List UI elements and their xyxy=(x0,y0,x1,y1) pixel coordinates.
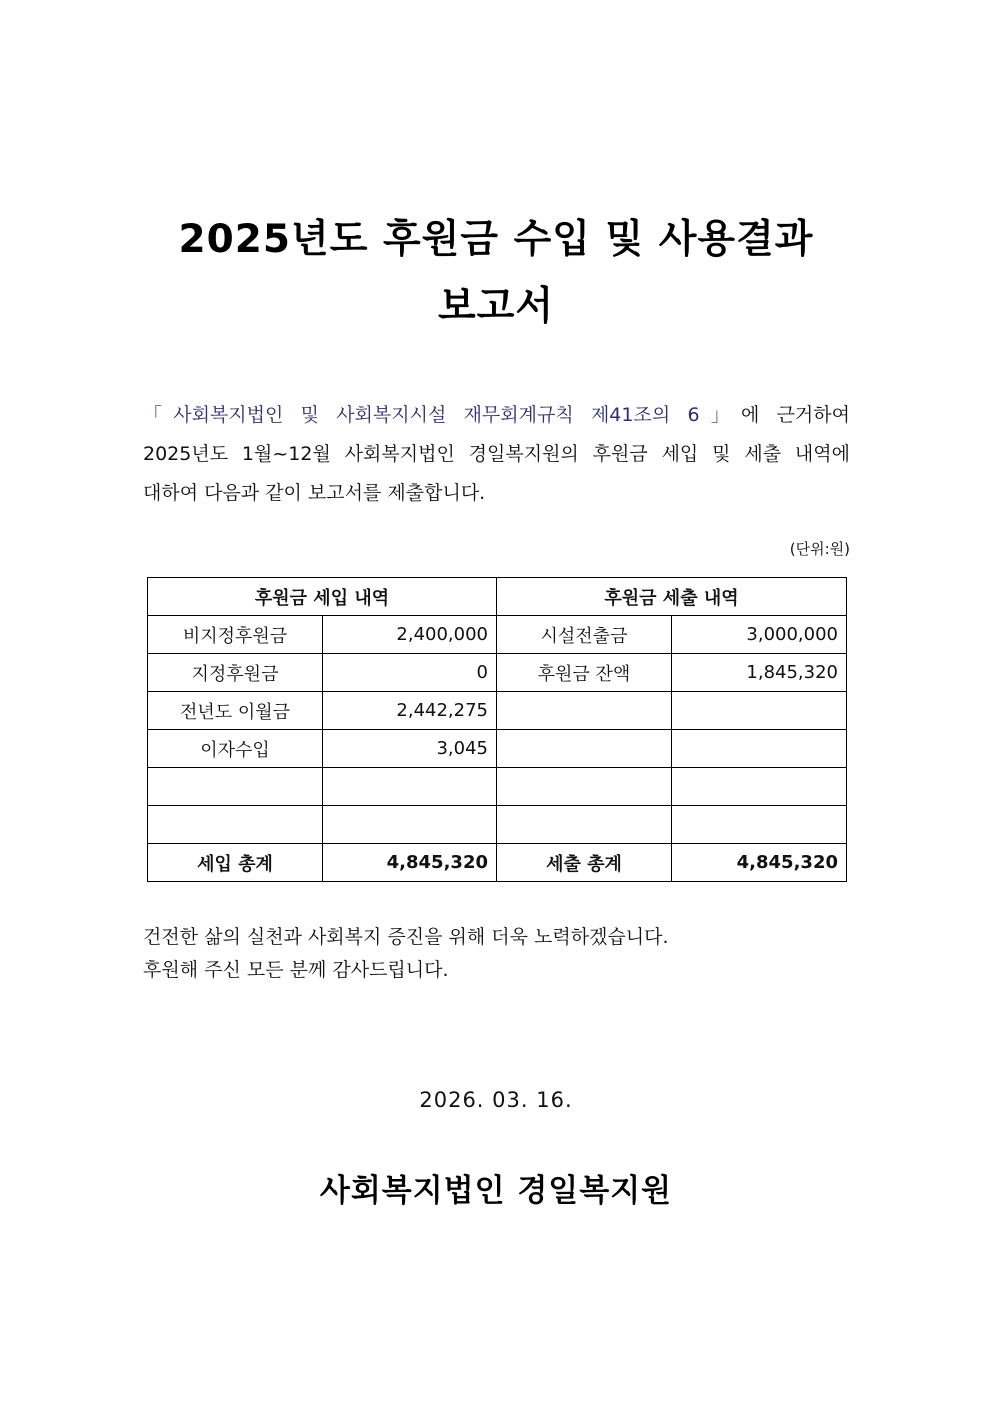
intro-line-2: 2025년도 1월~12월 사회복지법인 경일복지원의 후원금 세입 및 세출 내역에 xyxy=(143,443,850,465)
table-row xyxy=(148,806,847,844)
expense-label xyxy=(497,768,672,806)
table-row xyxy=(148,616,847,654)
expense-value xyxy=(672,692,847,730)
intro-line-3: 대하여 다음과 같이 보고서를 제출합니다. xyxy=(143,482,486,504)
expense-label xyxy=(497,806,672,844)
income-label: 지정후원금 xyxy=(148,654,323,692)
income-label xyxy=(148,806,323,844)
income-value: 2,400,000 xyxy=(323,616,497,654)
income-value: 0 xyxy=(323,654,497,692)
intro-line-1 xyxy=(143,396,850,435)
expense-value xyxy=(672,806,847,844)
expense-total-label: 세출 총계 xyxy=(497,844,672,882)
table-row xyxy=(148,654,847,692)
expense-label xyxy=(497,730,672,768)
expense-value xyxy=(672,730,847,768)
income-value: 3,045 xyxy=(323,730,497,768)
expense-value: 3,000,000 xyxy=(672,616,847,654)
income-label: 비지정후원금 xyxy=(148,616,323,654)
report-date: 2026. 03. 16. xyxy=(419,1088,573,1112)
expense-label xyxy=(497,692,672,730)
table-row xyxy=(148,692,847,730)
totals-row xyxy=(148,844,847,882)
unit-label: (단위:원) xyxy=(789,540,850,558)
closing-message xyxy=(143,921,669,987)
expense-header: 후원금 세출 내역 xyxy=(497,578,847,616)
income-value: 2,442,275 xyxy=(323,692,497,730)
table-row xyxy=(148,768,847,806)
closing-line-2: 후원해 주신 모든 분께 감사드립니다. xyxy=(143,959,449,981)
income-label: 전년도 이월금 xyxy=(148,692,323,730)
table-header-row xyxy=(148,578,847,616)
intro-paragraph xyxy=(143,396,850,513)
income-label xyxy=(148,768,323,806)
intro-line-1-suffix: 에 근거하여 xyxy=(740,404,850,426)
expense-label: 후원금 잔액 xyxy=(497,654,672,692)
report-title-line1: 2025년도 후원금 수입 및 사용결과 xyxy=(178,217,814,262)
income-header: 후원금 세입 내역 xyxy=(148,578,497,616)
report-title-line2: 보고서 xyxy=(437,284,555,329)
donation-report-table xyxy=(147,577,847,882)
income-label: 이자수입 xyxy=(148,730,323,768)
income-total-value: 4,845,320 xyxy=(323,844,497,882)
expense-total-value: 4,845,320 xyxy=(672,844,847,882)
regulation-reference: 「사회복지법인 및 사회복지시설 재무회계규칙 제41조의 6」 xyxy=(143,404,741,426)
closing-line-1: 건전한 삶의 실천과 사회복지 증진을 위해 더욱 노력하겠습니다. xyxy=(143,926,669,948)
income-total-label: 세입 총계 xyxy=(148,844,323,882)
expense-label: 시설전출금 xyxy=(497,616,672,654)
organization-name: 사회복지법인 경일복지원 xyxy=(319,1173,673,1209)
income-value xyxy=(323,768,497,806)
income-value xyxy=(323,806,497,844)
table-row xyxy=(148,730,847,768)
expense-value xyxy=(672,768,847,806)
expense-value: 1,845,320 xyxy=(672,654,847,692)
